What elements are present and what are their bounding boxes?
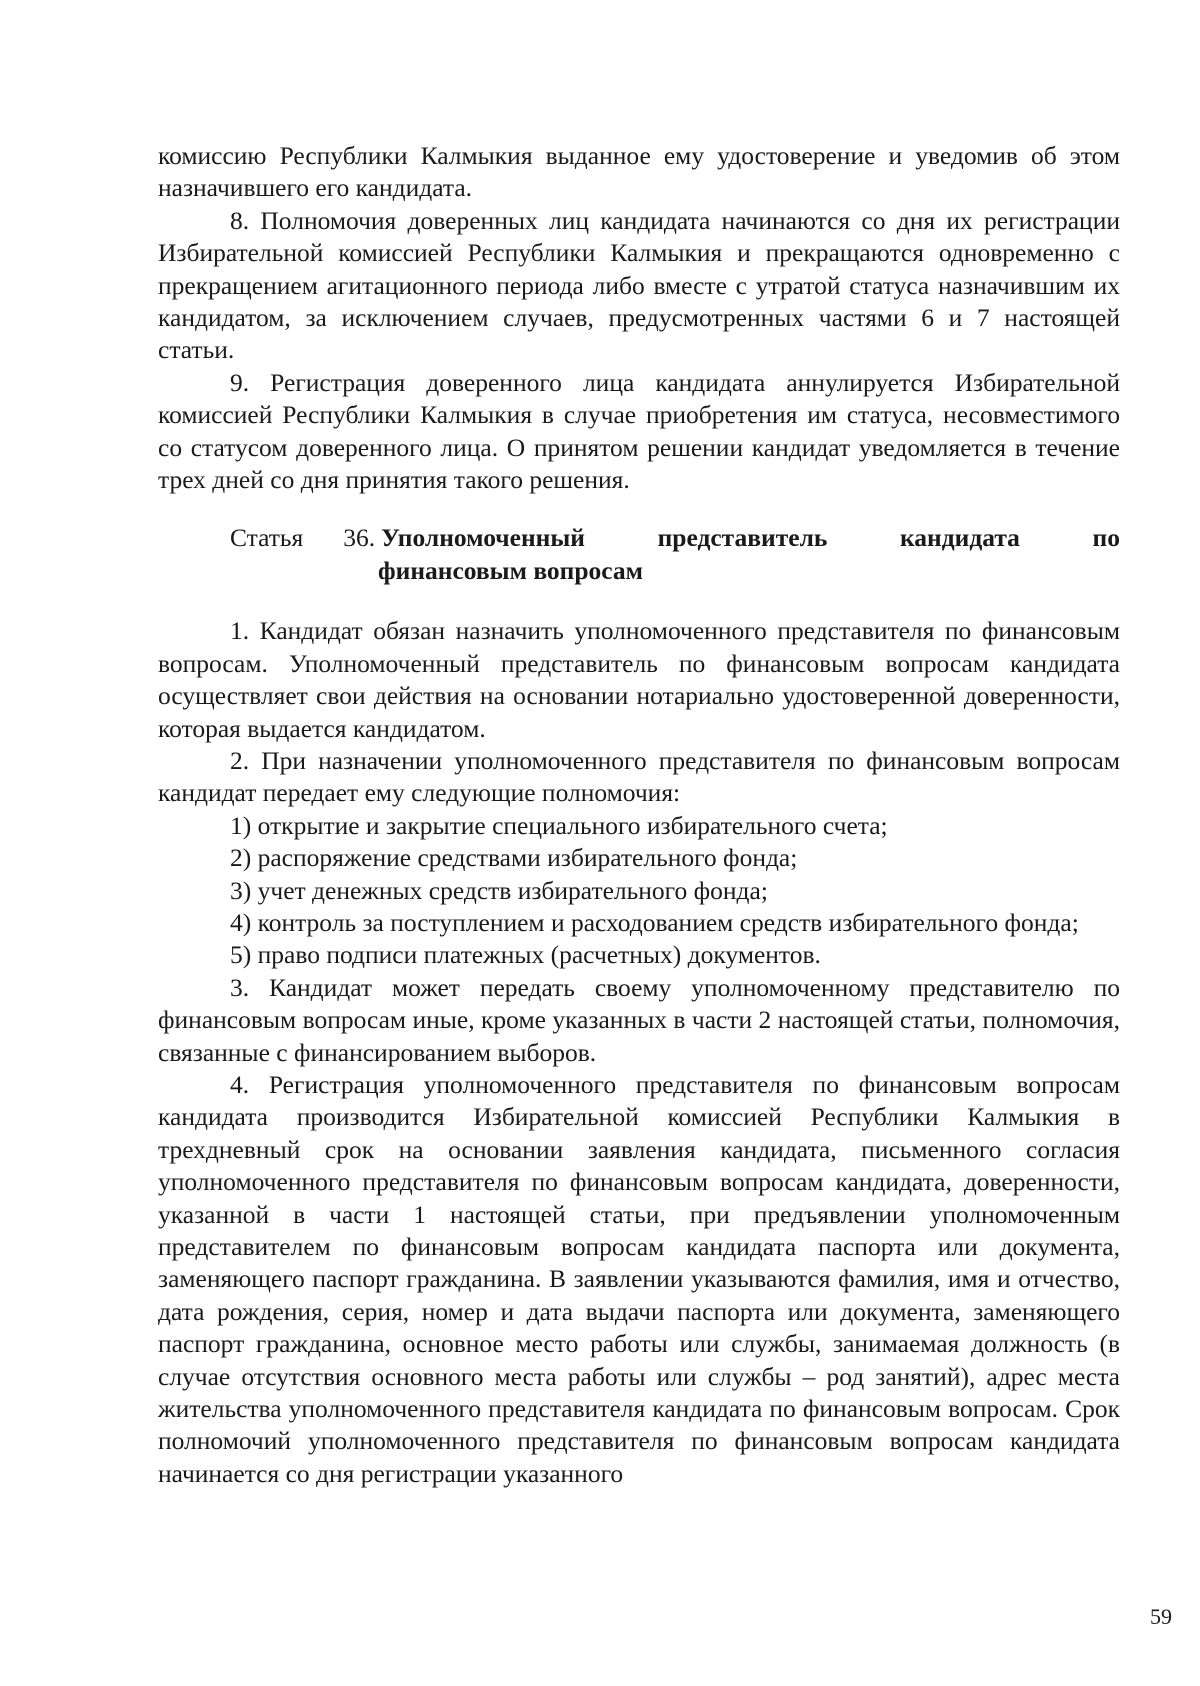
article-title-word-1: Уполномоченный bbox=[381, 523, 585, 553]
list-item-2: 2) распоряжение средствами избирательного фонда; bbox=[230, 843, 798, 873]
article-heading bbox=[158, 522, 1120, 587]
page-number: 59 bbox=[1150, 1604, 1172, 1629]
article-title-line2: финансовым вопросам bbox=[378, 555, 644, 585]
article-title-word-4: по bbox=[1092, 523, 1120, 553]
article-title-word-3: кандидата bbox=[900, 523, 1020, 553]
list-item-5: 5) право подписи платежных (расчетных) документов. bbox=[230, 940, 821, 970]
paragraph-item-9: 9. Регистрация доверенного лица кандидата аннулируется Избирательной комиссией Республики Калмыкия в случае приобретения им статуса, несовместимого со статусом доверенного лица. О принятом решении кандидат уведомляется в течение трех дней со дня принятия такого решения. bbox=[158, 367, 1120, 495]
paragraph-item-8: 8. Полномочия доверенных лиц кандидата начинаются со дня их регистрации Избирательной комиссией Республики Калмыкия и прекращаются одновременно с прекращением агитационного периода либо вместе с утратой статуса назначившим их кандидатом, за исключением случаев, предусмотренных частями 6 и 7 настоящей статьи. bbox=[158, 205, 1120, 365]
article-number: 36. bbox=[343, 523, 376, 553]
paragraph-part-3: 3. Кандидат может передать своему уполномоченному представителю по финансовым вопросам иные, кроме указанных в части 2 настоящей статьи, полномочия, связанные с финансированием выборов. bbox=[158, 972, 1120, 1067]
article-title-word-2: представитель bbox=[657, 523, 828, 553]
article-heading-line1 bbox=[230, 522, 1120, 554]
list-item-4: 4) контроль за поступлением и расходованием средств избирательного фонда; bbox=[230, 907, 1079, 937]
article-label: Статья bbox=[230, 523, 304, 553]
paragraph-part-1: 1. Кандидат обязан назначить уполномоченного представителя по финансовым вопросам. Уполномоченный представитель по финансовым вопросам кандидата осуществляет свои действия на основании нотариально удостоверенной доверенности, которая выдается кандидатом. bbox=[158, 616, 1120, 743]
paragraph-part-2: 2. При назначении уполномоченного представителя по финансовым вопросам кандидат передает ему следующие полномочия: bbox=[158, 745, 1120, 808]
document-page bbox=[158, 140, 1120, 1490]
list-item-1: 1) открытие и закрытие специального избирательного счета; bbox=[230, 810, 888, 840]
paragraph-continuation: комиссию Республики Калмыкия выданное ему удостоверение и уведомив об этом назначившего его кандидата. bbox=[158, 141, 1120, 203]
list-item-3: 3) учет денежных средств избирательного фонда; bbox=[230, 875, 768, 905]
paragraph-part-4: 4. Регистрация уполномоченного представителя по финансовым вопросам кандидата производится Избирательной комиссией Республики Калмыкия в трехдневный срок на основании заявления кандидата, письменного согласия уполномоченного представителя по финансовым вопросам кандидата, доверенности, указанной в части 1 настоящей статьи, при предъявлении уполномоченным представителем по финансовым вопросам кандидата паспорта или документа, заменяющего паспорт гражданина. В заявлении указываются фамилия, имя и отчество, дата рождения, серия, номер и дата выдачи паспорта или документа, заменяющего паспорт гражданина, основное место работы или службы, занимаемая должность (в случае отсутствия основного места работы или службы – род занятий), адрес места жительства уполномоченного представителя кандидата по финансовым вопросам. Срок полномочий уполномоченного представителя по финансовым вопросам кандидата начинается со дня регистрации указанного bbox=[158, 1069, 1120, 1488]
